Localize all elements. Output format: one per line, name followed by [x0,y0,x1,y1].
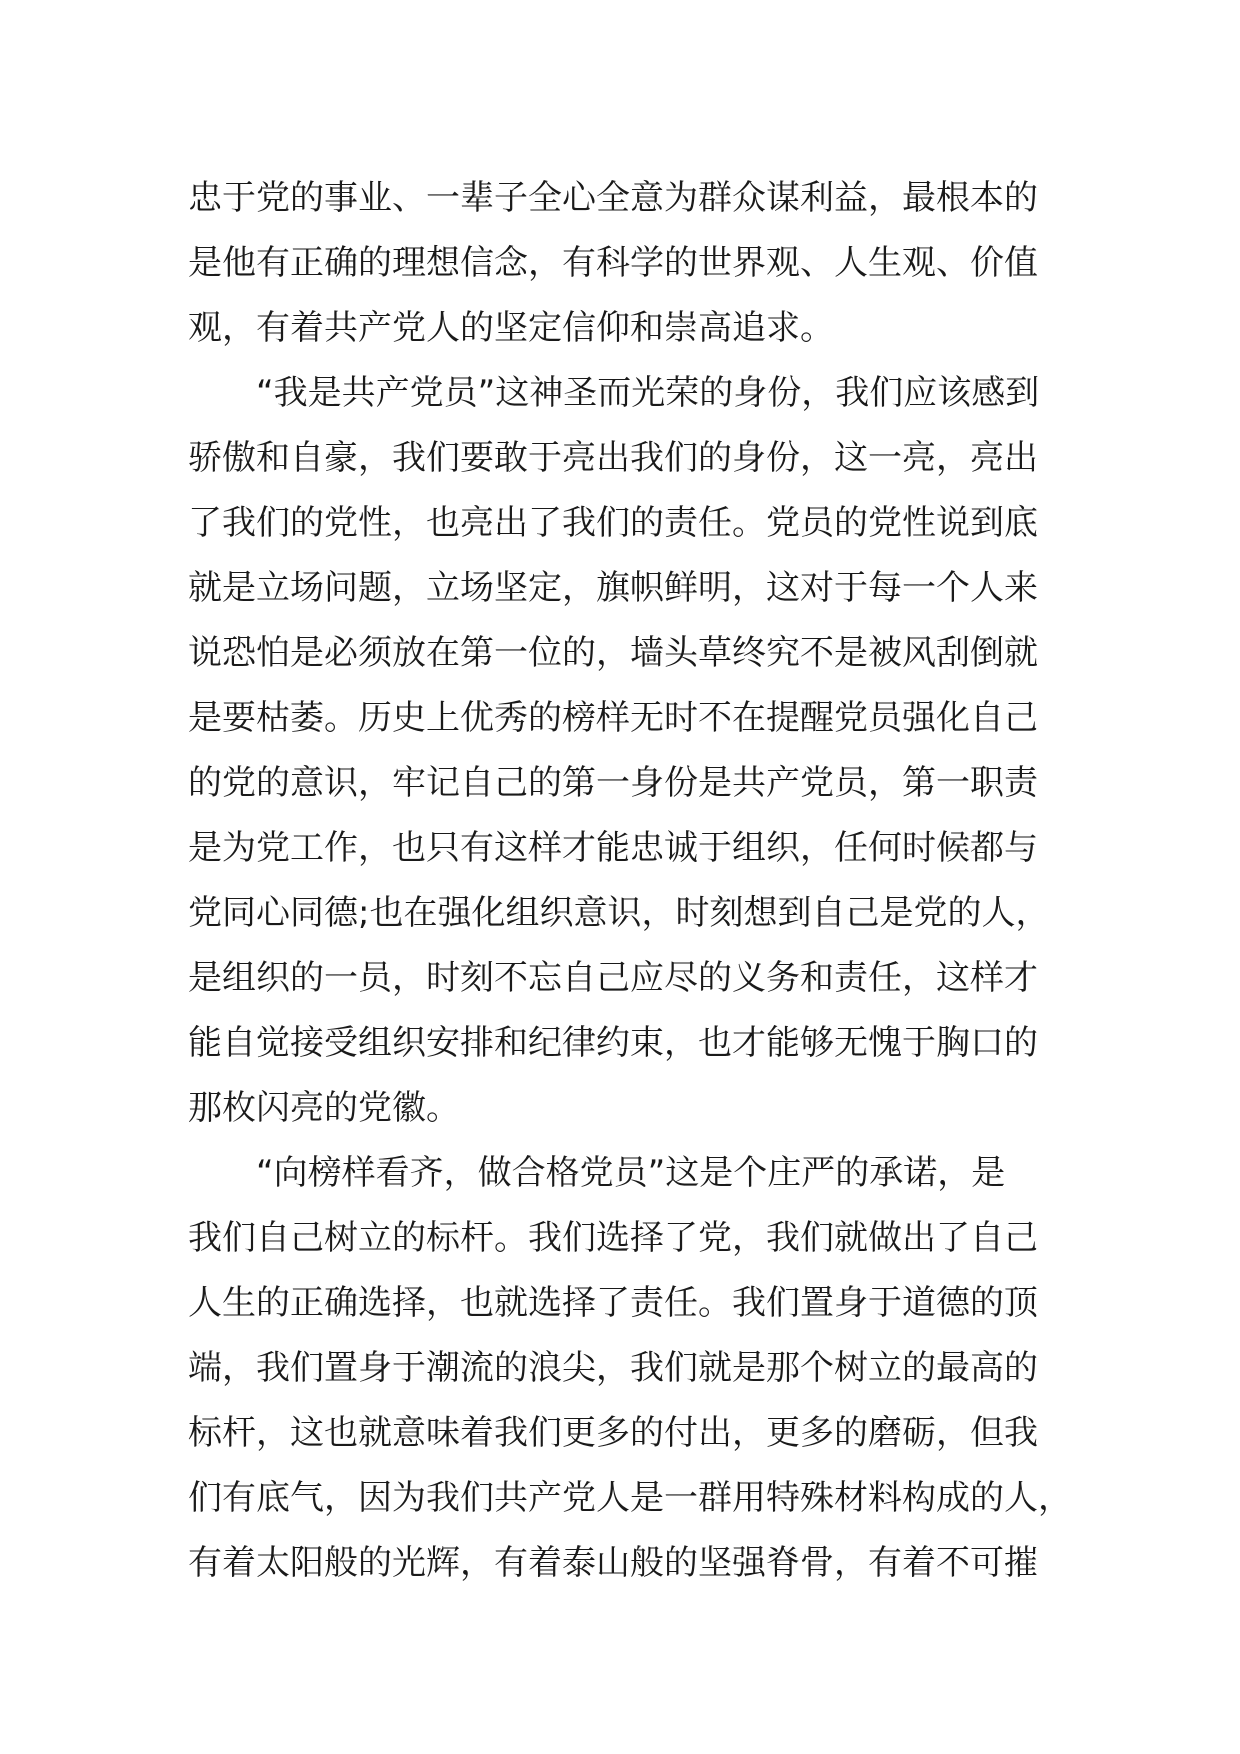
text-line: 的党的意识，牢记自己的第一身份是共产党员，第一职责 [188,763,1038,803]
text-line: 是他有正确的理想信念，有科学的世界观、人生观、价值 [188,243,1038,283]
body-text [188,166,1072,1596]
text-line: 有着太阳般的光辉，有着泰山般的坚强脊骨，有着不可摧 [188,1543,1038,1583]
text-line: 观，有着共产党人的坚定信仰和崇高追求。 [188,308,834,348]
text-line: 说恐怕是必须放在第一位的，墙头草终究不是被风刮倒就 [188,633,1038,673]
text-line: 是组织的一员，时刻不忘自己应尽的义务和责任，这样才 [188,958,1038,998]
text-line: 能自觉接受组织安排和纪律约束，也才能够无愧于胸口的 [188,1023,1038,1063]
text-line: 是为党工作，也只有这样才能忠诚于组织，任何时候都与 [188,828,1038,868]
paragraph-first-line: “向榜样看齐，做合格党员”这是个庄严的承诺，是 [256,1153,1006,1193]
text-line: 就是立场问题，立场坚定，旗帜鲜明，这对于每一个人来 [188,568,1038,608]
text-line: 忠于党的事业、一辈子全心全意为群众谋利益，最根本的 [188,178,1038,218]
text-line: 端，我们置身于潮流的浪尖，我们就是那个树立的最高的 [188,1348,1038,1388]
text-line: 是要枯萎。历史上优秀的榜样无时不在提醒党员强化自己 [188,698,1038,738]
text-line: 们有底气，因为我们共产党人是一群用特殊材料构成的人， [188,1478,1072,1518]
text-line: 了我们的党性，也亮出了我们的责任。党员的党性说到底 [188,503,1038,543]
text-line: 我们自己树立的标杆。我们选择了党，我们就做出了自己 [188,1218,1038,1258]
text-line: 骄傲和自豪，我们要敢于亮出我们的身份，这一亮，亮出 [188,438,1038,478]
text-line: 标杆，这也就意味着我们更多的付出，更多的磨砺，但我 [188,1413,1038,1453]
paragraph-first-line: “我是共产党员”这神圣而光荣的身份，我们应该感到 [256,373,1040,413]
text-line: 那枚闪亮的党徽。 [188,1088,460,1128]
text-line: 党同心同德;也在强化组织意识，时刻想到自己是党的人， [188,893,1050,933]
text-line: 人生的正确选择，也就选择了责任。我们置身于道德的顶 [188,1283,1038,1323]
